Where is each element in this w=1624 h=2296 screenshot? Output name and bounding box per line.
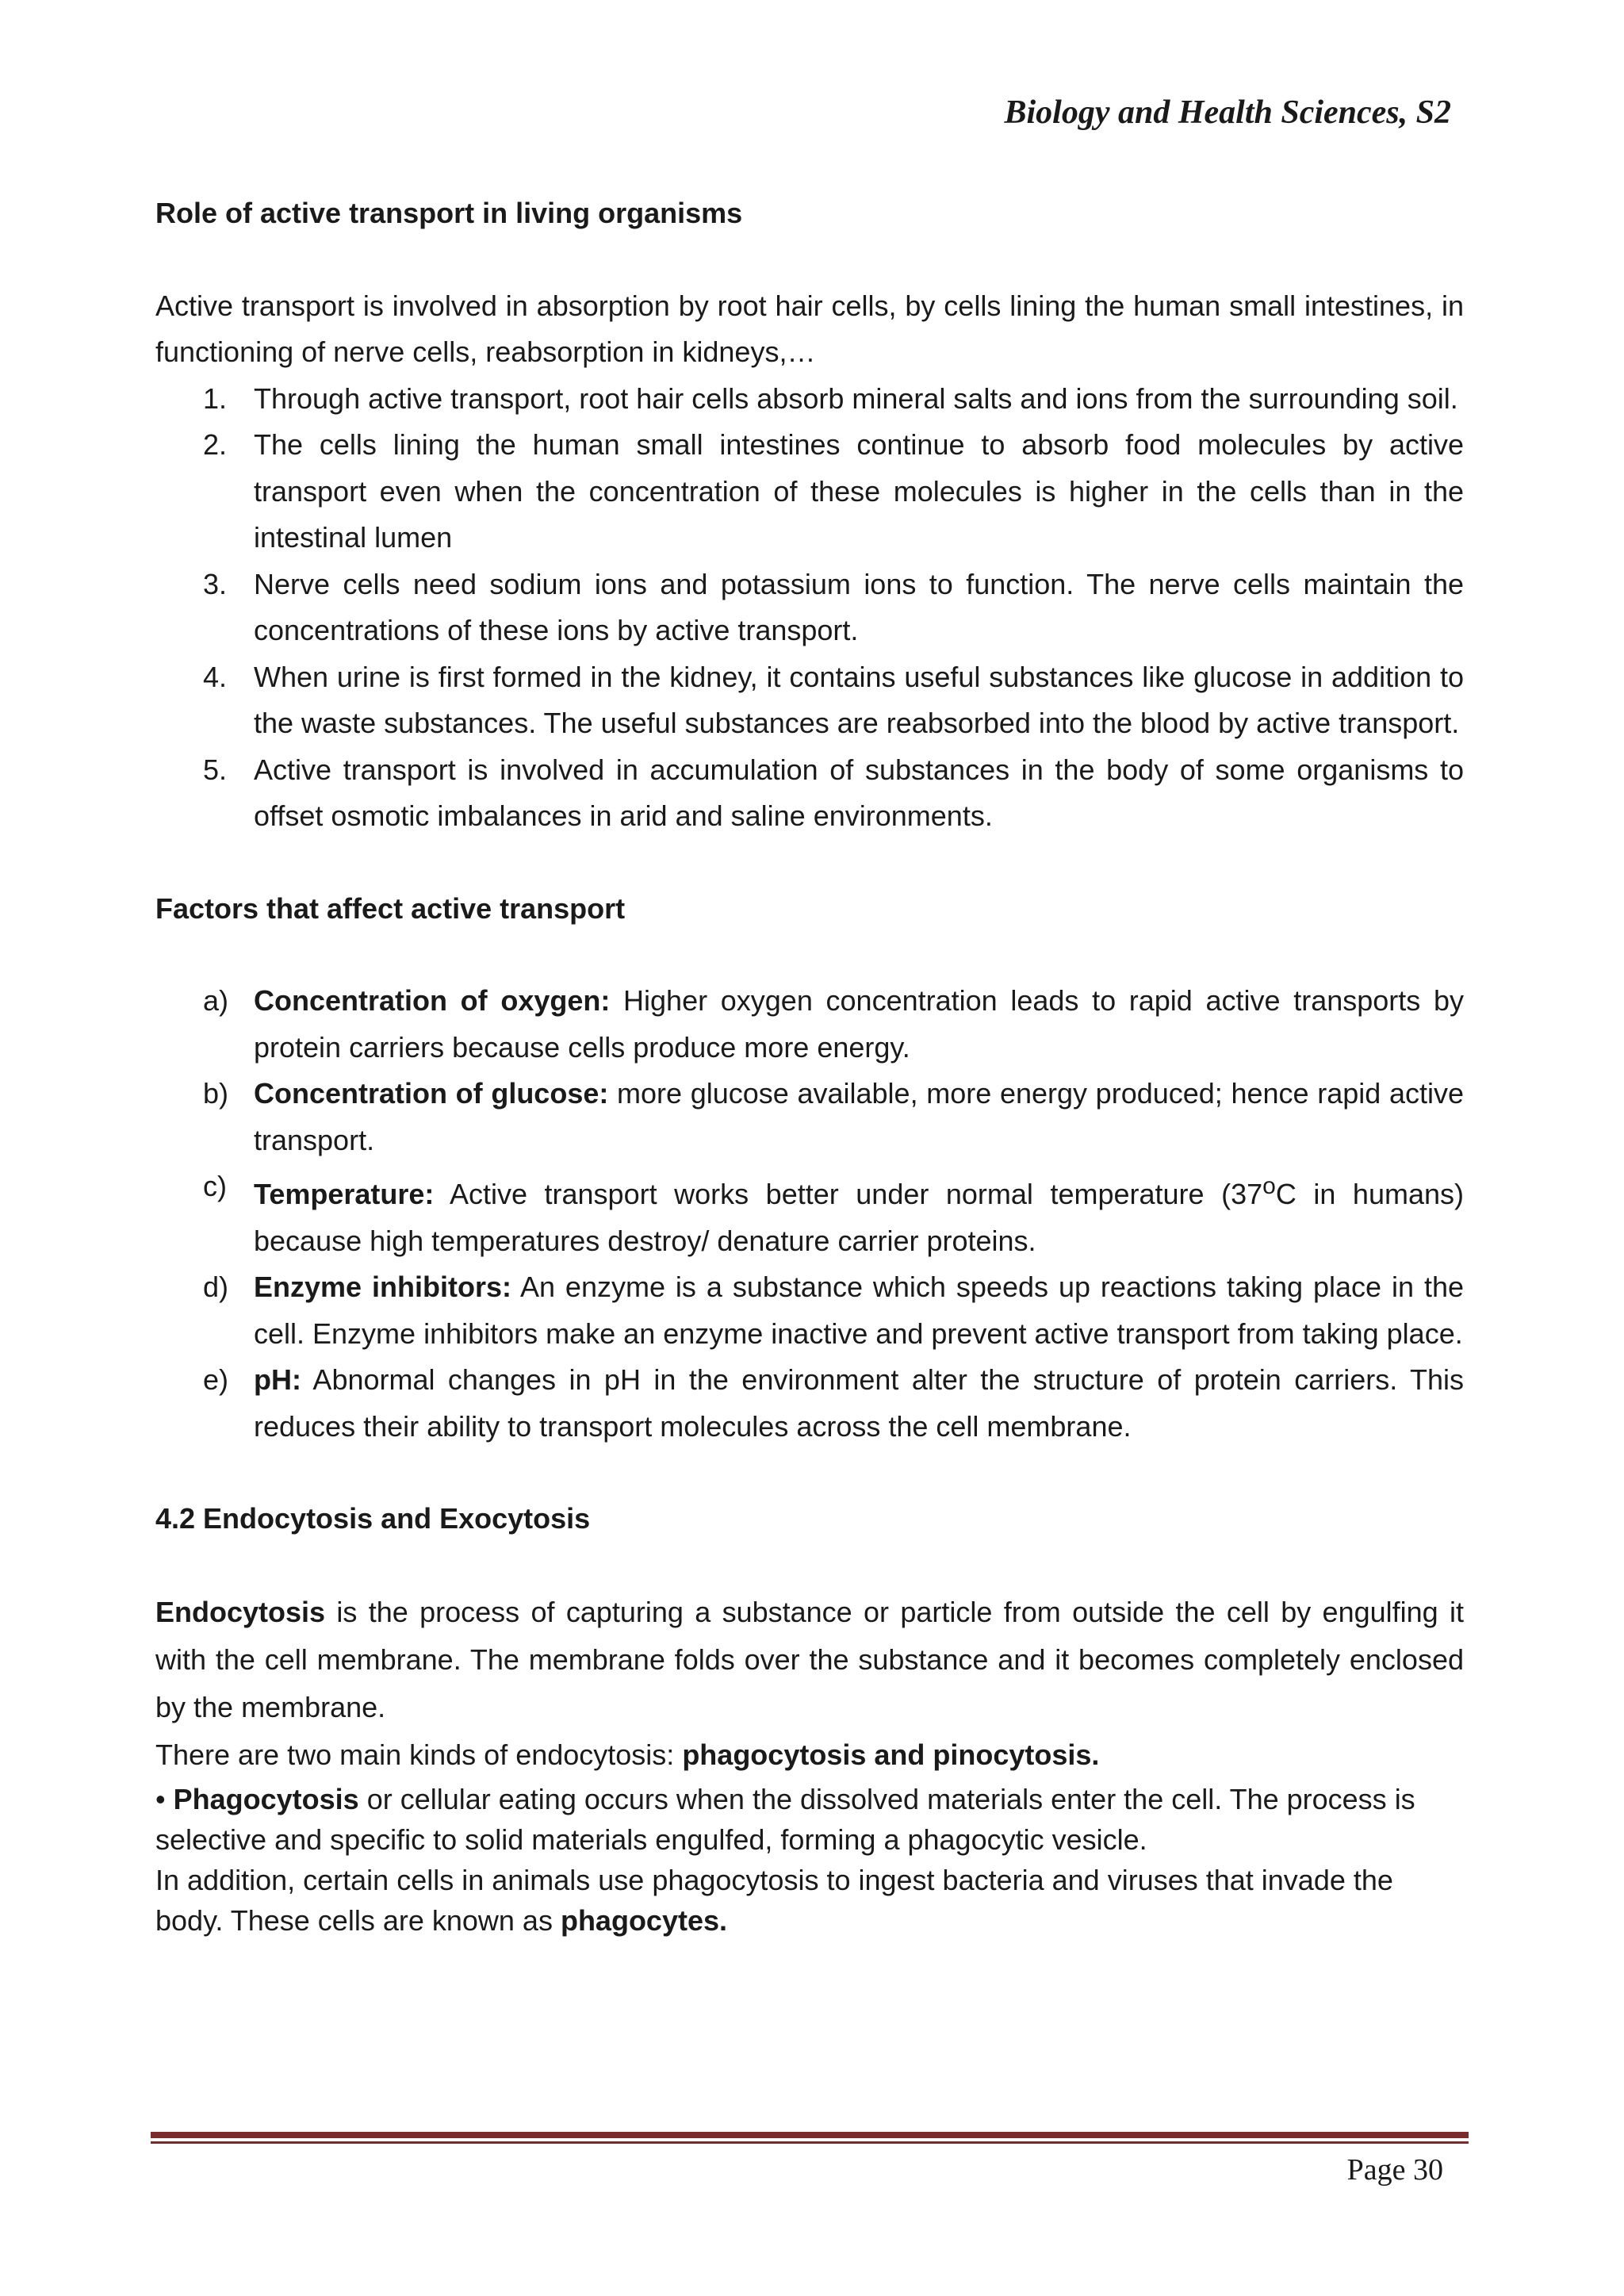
- list-marker: 1.: [203, 381, 228, 415]
- list-item-text: Through active transport, root hair cells absorb mineral salts and ions from the surrounding soil.: [254, 381, 1458, 415]
- intro-paragraph: Active transport is involved in absorption by root hair cells, by cells lining the human small intestines, in functioning of nerve cells, reabsorption in kidneys,…: [155, 289, 1464, 368]
- phagocytes-term: phagocytes.: [560, 1903, 728, 1937]
- list-marker: b): [203, 1077, 229, 1110]
- factor-text: Active transport works better under normal temperature (37: [434, 1178, 1263, 1210]
- bullet: •: [155, 1782, 166, 1815]
- kinds-paragraph: [155, 1731, 1464, 1779]
- phagocytosis-paragraph: [155, 1779, 1464, 1860]
- endocytosis-text: is the process of capturing a substance or particle from outside the cell by engulfing it with the cell membrane. The membrane folds over the substance and it becomes completely enclosed by the membrane.: [155, 1595, 1464, 1723]
- factor-term: Enzyme inhibitors:: [254, 1271, 511, 1303]
- factor-text: Higher oxygen concentration leads to rapid active transports by protein carriers because cells produce more energy.: [254, 984, 1464, 1064]
- factor-item: [155, 1264, 1464, 1357]
- phagocytosis-term: Phagocytosis: [173, 1782, 359, 1815]
- endocytosis-paragraph: [155, 1589, 1464, 1731]
- list-item: [155, 747, 1464, 840]
- list-item: [155, 562, 1464, 654]
- factor-text: more glucose available, more energy produced; hence rapid active transport.: [254, 1077, 1464, 1156]
- list-marker: e): [203, 1363, 229, 1396]
- phagocytosis-text: or cellular eating occurs when the dissolved materials enter the cell. The process is selective and specific to solid materials engulfed, forming a phagocytic vesicle.: [155, 1782, 1415, 1856]
- endocytosis-term: Endocytosis: [155, 1595, 326, 1628]
- factor-item: [155, 1071, 1464, 1163]
- list-item: [155, 376, 1464, 423]
- factor-item: [155, 978, 1464, 1071]
- phagocytes-paragraph: [155, 1860, 1464, 1941]
- section-heading-role: Role of active transport in living organisms: [155, 197, 743, 229]
- list-marker: d): [203, 1271, 229, 1303]
- factor-text: Abnormal changes in pH in the environment alter the structure of protein carriers. This reduces their ability to transport molecules across the cell membrane.: [254, 1363, 1464, 1443]
- list-item-text: The cells lining the human small intestines continue to absorb food molecules by active transport even when the concentration of these molecules is higher in the cells than in the intestinal lumen: [254, 428, 1464, 554]
- factor-term: Temperature:: [254, 1178, 435, 1210]
- page-body: [155, 190, 1464, 1941]
- factor-term: Concentration of glucose:: [254, 1077, 609, 1110]
- list-item: [155, 422, 1464, 562]
- list-marker: 4.: [203, 660, 228, 693]
- factors-list: [155, 978, 1464, 1450]
- factor-term: Concentration of oxygen:: [254, 984, 611, 1017]
- factor-item: [155, 1357, 1464, 1450]
- factor-text: An enzyme is a substance which speeds up reactions taking place in the cell. Enzyme inhibitors make an enzyme inactive and prevent active transport from taking place.: [254, 1271, 1465, 1350]
- list-marker: 2.: [203, 428, 228, 461]
- list-item-text: Nerve cells need sodium ions and potassium ions to function. The nerve cells maintain the concentrations of these ions by active transport.: [254, 567, 1464, 646]
- kinds-bold: phagocytosis and pinocytosis.: [682, 1738, 1100, 1771]
- list-marker: 5.: [203, 753, 228, 786]
- addition-text: In addition, certain cells in animals use phagocytosis to ingest bacteria and viruses that invade the body. These cells are known as: [155, 1863, 1393, 1937]
- factor-item: [155, 1163, 1464, 1264]
- factor-text-continued: C in humans) because high temperatures destroy/ denature carrier proteins.: [254, 1178, 1464, 1257]
- footer-rule-thin: [151, 2141, 1469, 2144]
- section-heading-endocytosis: 4.2 Endocytosis and Exocytosis: [155, 1502, 591, 1535]
- list-item: [155, 654, 1464, 747]
- factor-term: pH:: [254, 1363, 301, 1396]
- numbered-list: [155, 376, 1464, 840]
- footer-rule: [151, 2132, 1469, 2138]
- list-marker: a): [203, 984, 229, 1017]
- list-marker: c): [203, 1170, 227, 1202]
- section-heading-factors: Factors that affect active transport: [155, 891, 626, 925]
- list-item-text: Active transport is involved in accumulation of substances in the body of some organisms to offset osmotic imbalances in arid and saline environments.: [254, 753, 1464, 832]
- page-number: Page 30: [1346, 2153, 1443, 2187]
- kinds-text: There are two main kinds of endocytosis:: [155, 1738, 683, 1771]
- running-header: Biology and Health Sciences, S2: [1004, 94, 1451, 131]
- list-item-text: When urine is first formed in the kidney, it contains useful substances like glucose in addition to the waste substances. The useful substances are reabsorbed into the blood by active transport.: [254, 660, 1464, 739]
- list-marker: 3.: [203, 567, 228, 600]
- degree-superscript: o: [1262, 1173, 1276, 1199]
